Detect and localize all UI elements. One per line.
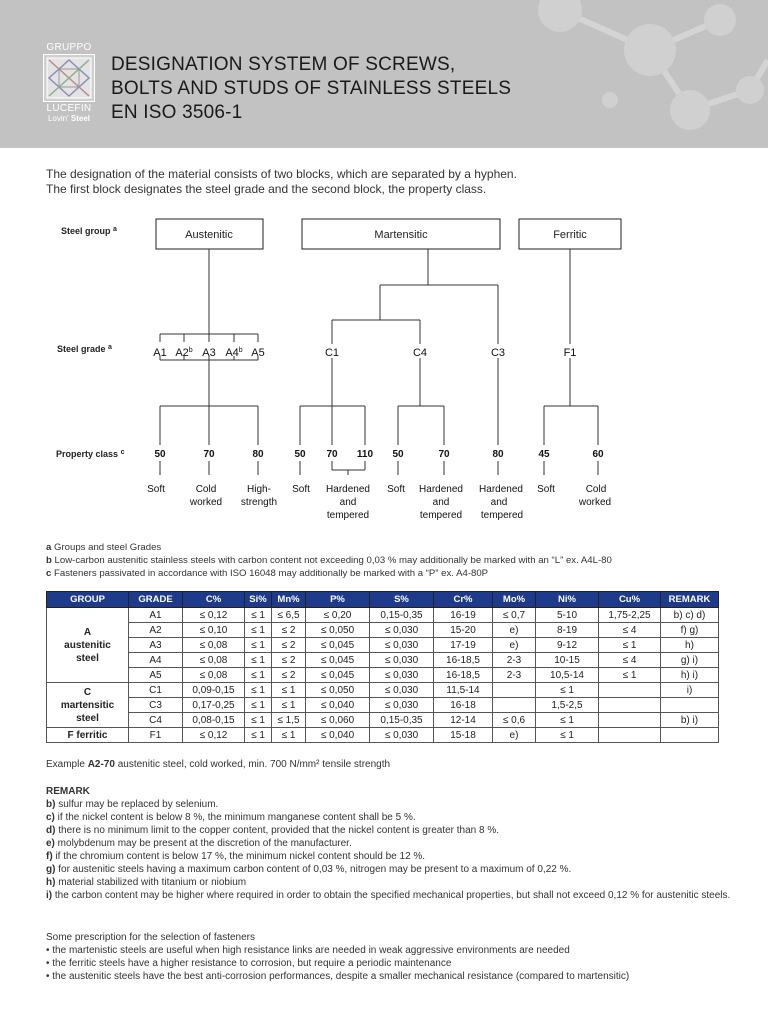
cell: ≤ 0,045 (306, 668, 370, 683)
desc-soft-3: Soft (387, 484, 405, 495)
cell: ≤ 2 (272, 653, 306, 668)
intro-text (46, 167, 517, 197)
cell: 0,17-0,25 (183, 698, 245, 713)
desc-tempered-3: tempered (480, 510, 524, 521)
remark-d: d) there is no minimum limit to the copper content, provided that the nickel content is greater than 8 %. (46, 825, 500, 836)
cell (661, 728, 719, 743)
cell: 2-3 (493, 653, 536, 668)
table-header-row (47, 592, 719, 608)
group-ferritic-label: Ferritic (553, 229, 587, 241)
th-group: GROUP (47, 592, 129, 608)
cell: 15-20 (434, 623, 493, 638)
th-s: S% (370, 592, 434, 608)
desc-and-3: and (490, 497, 508, 508)
cell: ≤ 0,030 (370, 653, 434, 668)
cell: ≤ 1 (536, 713, 599, 728)
remark-c: c) if the nickel content is below 8 %, the minimum manganese content shall be 5 %. (46, 812, 416, 823)
cell: 1,5-2,5 (536, 698, 599, 713)
cell: 12-14 (434, 713, 493, 728)
desc-cold-2: Cold (585, 484, 607, 495)
th-cu: Cu% (599, 592, 661, 608)
label-steel-group: Steel group $^a$ (61, 226, 117, 236)
th-mo: Mo% (493, 592, 536, 608)
cell: ≤ 0,030 (370, 683, 434, 698)
title-line-3: EN ISO 3506-1 (111, 102, 243, 123)
cell: 16-18,5 (434, 668, 493, 683)
cell: ≤ 0,050 (306, 623, 370, 638)
cell: ≤ 0,10 (183, 623, 245, 638)
title-line-1: DESIGNATION SYSTEM OF SCREWS, (111, 54, 456, 75)
th-cr: Cr% (434, 592, 493, 608)
cell: ≤ 1 (536, 728, 599, 743)
cell: 8-19 (536, 623, 599, 638)
title-line-2: BOLTS AND STUDS OF STAINLESS STEELS (111, 78, 512, 99)
grade-f1: F1 (563, 347, 577, 359)
th-c: C% (183, 592, 245, 608)
class-c1-70: 70 (326, 449, 338, 460)
cell: 0,15-0,35 (370, 713, 434, 728)
logo-bottom-text: LUCEFIN (46, 103, 92, 114)
cell: ≤ 0,050 (306, 683, 370, 698)
footnote-a: a Groups and steel Grades (46, 542, 162, 553)
cell: ≤ 0,040 (306, 698, 370, 713)
cell: 0,08-0,15 (183, 713, 245, 728)
cell: ≤ 0,08 (183, 638, 245, 653)
cell: ≤ 0,12 (183, 728, 245, 743)
desc-worked-2: worked (578, 497, 612, 508)
cell: ≤ 0,040 (306, 728, 370, 743)
desc-high: High- (247, 484, 271, 495)
grade-a3: A3 (202, 347, 216, 359)
footnote-c: c Fasteners passivated in accordance with ISO 16048 may additionally be marked with a “P” ex. A4-80P (46, 568, 489, 579)
cell: 10,5-14 (536, 668, 599, 683)
logo-tagline-2: Steel (70, 114, 90, 123)
cell: h) (661, 638, 719, 653)
table-row (47, 623, 719, 638)
cell: ≤ 0,030 (370, 638, 434, 653)
class-a-70: 70 (203, 449, 215, 460)
desc-and-2: and (432, 497, 450, 508)
remark-g: g) for austenitic steels having a maximum carbon content of 0,03 %, nitrogen may be present to a maximum of 0,22 %. (46, 864, 572, 875)
cell: ≤ 0,030 (370, 623, 434, 638)
cell: ≤ 2 (272, 668, 306, 683)
class-c1-110: 110 (356, 449, 374, 460)
diagram-connectors (160, 249, 598, 475)
cell: ≤ 1 (599, 668, 661, 683)
cell: C4 (129, 713, 183, 728)
cell: ≤ 1 (536, 683, 599, 698)
cell: A4 (129, 653, 183, 668)
th-ni: Ni% (536, 592, 599, 608)
group-austenitic-label: Austenitic (185, 229, 233, 241)
desc-and-1: and (339, 497, 357, 508)
cell: ≤ 0,20 (306, 608, 370, 623)
cell: 5-10 (536, 608, 599, 623)
desc-hardened-1: Hardened (326, 484, 370, 495)
cell: 9-12 (536, 638, 599, 653)
cell: 10-15 (536, 653, 599, 668)
cell: 17-19 (434, 638, 493, 653)
desc-tempered-2: tempered (419, 510, 463, 521)
remarks-section (46, 785, 736, 902)
cell: ≤ 1 (272, 698, 306, 713)
footnote-b: b Low-carbon austenitic stainless steels with carbon content not exceeding 0,03 % may additionally be marked with an “L” ex. A4L-80 (46, 555, 612, 566)
cell (599, 698, 661, 713)
cell: ≤ 1,5 (272, 713, 306, 728)
cell: ≤ 1 (245, 683, 272, 698)
class-c4-50: 50 (392, 449, 404, 460)
label-property-class: Property class $^c$ (56, 449, 125, 459)
table-row (47, 668, 719, 683)
cell (493, 683, 536, 698)
cell: 11,5-14 (434, 683, 493, 698)
intro-line-1: The designation of the material consists of two blocks, which are separated by a hyphen. (46, 167, 517, 181)
cell: ≤ 0,060 (306, 713, 370, 728)
composition-table (46, 591, 719, 743)
cell: ≤ 1 (245, 638, 272, 653)
cell: e) (493, 623, 536, 638)
cell: ≤ 4 (599, 653, 661, 668)
grade-a2: A2$^b$ (175, 347, 193, 359)
cell: e) (493, 728, 536, 743)
class-a-80: 80 (252, 449, 264, 460)
cell: ≤ 6,5 (272, 608, 306, 623)
page-title (111, 53, 511, 125)
group-cell-martensitic: C martensitic steel (47, 683, 129, 728)
desc-strength: strength (240, 497, 278, 508)
cell (599, 728, 661, 743)
group-cell-austenitic: A austenitic steel (47, 608, 129, 683)
footnotes (46, 541, 612, 580)
prescription-item-3: • the austenitic steels have the best anti-corrosion performances, despite a smaller mechanical resistance (compared to martensitic) (46, 971, 630, 982)
label-steel-grade: Steel grade $^a$ (57, 344, 112, 354)
desc-cold-1: Cold (195, 484, 217, 495)
logo-top-text: GRUPPO (46, 42, 92, 53)
cell: i) (661, 683, 719, 698)
cell: ≤ 1 (245, 653, 272, 668)
cell: ≤ 4 (599, 623, 661, 638)
remark-h: h) material stabilized with titanium or niobium (46, 877, 247, 888)
desc-worked-1: worked (189, 497, 223, 508)
grade-a5: A5 (251, 347, 265, 359)
cell: ≤ 0,045 (306, 653, 370, 668)
cell: ≤ 1 (272, 683, 306, 698)
desc-soft-1: Soft (147, 484, 165, 495)
cell: ≤ 1 (245, 728, 272, 743)
cell: C1 (129, 683, 183, 698)
table-row (47, 698, 719, 713)
designation-diagram (0, 210, 768, 530)
cell: 16-18 (434, 698, 493, 713)
cell (493, 698, 536, 713)
cell: ≤ 0,7 (493, 608, 536, 623)
cell: 0,15-0,35 (370, 608, 434, 623)
cell: A1 (129, 608, 183, 623)
cell: A3 (129, 638, 183, 653)
class-f1-45: 45 (538, 449, 550, 460)
desc-soft-4: Soft (537, 484, 555, 495)
cell: ≤ 1 (599, 638, 661, 653)
desc-tempered-1: tempered (326, 510, 370, 521)
prescription-heading: Some prescription for the selection of fasteners (46, 932, 255, 943)
table-row (47, 653, 719, 668)
class-c1-50: 50 (294, 449, 306, 460)
cell: ≤ 1 (245, 668, 272, 683)
th-remark: REMARK (661, 592, 719, 608)
logo-tagline-1: Lovin' (47, 114, 69, 123)
th-si: Si% (245, 592, 272, 608)
example-line: Example A2-70 austenitic steel, cold worked, min. 700 N/mm² tensile strength (46, 759, 391, 770)
class-a-50: 50 (154, 449, 166, 460)
cell: ≤ 0,045 (306, 638, 370, 653)
logo-emblem (43, 54, 95, 102)
cell: ≤ 0,08 (183, 653, 245, 668)
class-f1-60: 60 (592, 449, 604, 460)
th-p: P% (306, 592, 370, 608)
cell: ≤ 0,12 (183, 608, 245, 623)
cell: ≤ 1 (245, 623, 272, 638)
grade-c1: C1 (324, 347, 340, 359)
header-banner (0, 0, 768, 148)
remark-f: f) if the chromium content is below 17 %, the minimum nickel content should be 12 %. (46, 851, 426, 862)
table-row (47, 713, 719, 728)
cell: ≤ 2 (272, 623, 306, 638)
remark-i: i) the carbon content may be higher where required in order to obtain the specified mechanical properties, but shall not exceed 0,12 % for austenitic steels. (46, 890, 731, 901)
prescription-item-1: • the martenistic steels are useful when high resistance links are needed in weak aggressive environments are needed (46, 945, 570, 956)
table-row (47, 638, 719, 653)
cell: 0,09-0,15 (183, 683, 245, 698)
grade-a4: A4$^b$ (225, 347, 243, 359)
remark-e: e) molybdenum may be present at the discretion of the manufacturer. (46, 838, 352, 849)
cell: ≤ 1 (272, 728, 306, 743)
intro-line-2: The first block designates the steel grade and the second block, the property class. (46, 182, 487, 196)
cell (661, 698, 719, 713)
cell: C3 (129, 698, 183, 713)
logo-emblem-graphic (44, 55, 94, 101)
group-martensitic-label: Martensitic (374, 229, 428, 241)
cell: g) i) (661, 653, 719, 668)
class-c4-70: 70 (438, 449, 450, 460)
th-mn: Mn% (272, 592, 306, 608)
grade-a1: A1 (153, 347, 167, 359)
cell: A2 (129, 623, 183, 638)
cell: 16-19 (434, 608, 493, 623)
cell: ≤ 2 (272, 638, 306, 653)
cell: ≤ 0,030 (370, 698, 434, 713)
cell: 15-18 (434, 728, 493, 743)
cell: 1,75-2,25 (599, 608, 661, 623)
grade-c4: C4 (412, 347, 428, 359)
desc-hardened-3: Hardened (479, 484, 523, 495)
remarks-heading: REMARK (46, 786, 90, 797)
desc-hardened-2: Hardened (419, 484, 463, 495)
cell: ≤ 0,6 (493, 713, 536, 728)
th-grade: GRADE (129, 592, 183, 608)
cell: ≤ 1 (245, 698, 272, 713)
prescription-item-2: • the ferritic steels have a higher resistance to corrosion, but require a periodic maintenance (46, 958, 452, 969)
cell: ≤ 0,08 (183, 668, 245, 683)
group-cell-ferritic: F ferritic (47, 728, 129, 743)
cell: ≤ 1 (245, 608, 272, 623)
cell: f) g) (661, 623, 719, 638)
cell: ≤ 0,030 (370, 668, 434, 683)
cell (599, 713, 661, 728)
cell: F1 (129, 728, 183, 743)
cell (599, 683, 661, 698)
cell: 16-18,5 (434, 653, 493, 668)
cell: ≤ 0,030 (370, 728, 434, 743)
class-c3-80: 80 (492, 449, 504, 460)
remark-b: b) sulfur may be replaced by selenium. (46, 799, 219, 810)
cell: A5 (129, 668, 183, 683)
desc-soft-2: Soft (292, 484, 310, 495)
table-row (47, 728, 719, 743)
table-row (47, 608, 719, 623)
cell: 2-3 (493, 668, 536, 683)
cell: b) c) d) (661, 608, 719, 623)
cell: h) i) (661, 668, 719, 683)
lucefin-logo (40, 42, 98, 124)
prescription-section (46, 931, 746, 983)
table-row (47, 683, 719, 698)
grade-c3: C3 (490, 347, 506, 359)
logo-tagline (40, 114, 98, 123)
cell: ≤ 1 (245, 713, 272, 728)
cell: b) i) (661, 713, 719, 728)
cell: e) (493, 638, 536, 653)
